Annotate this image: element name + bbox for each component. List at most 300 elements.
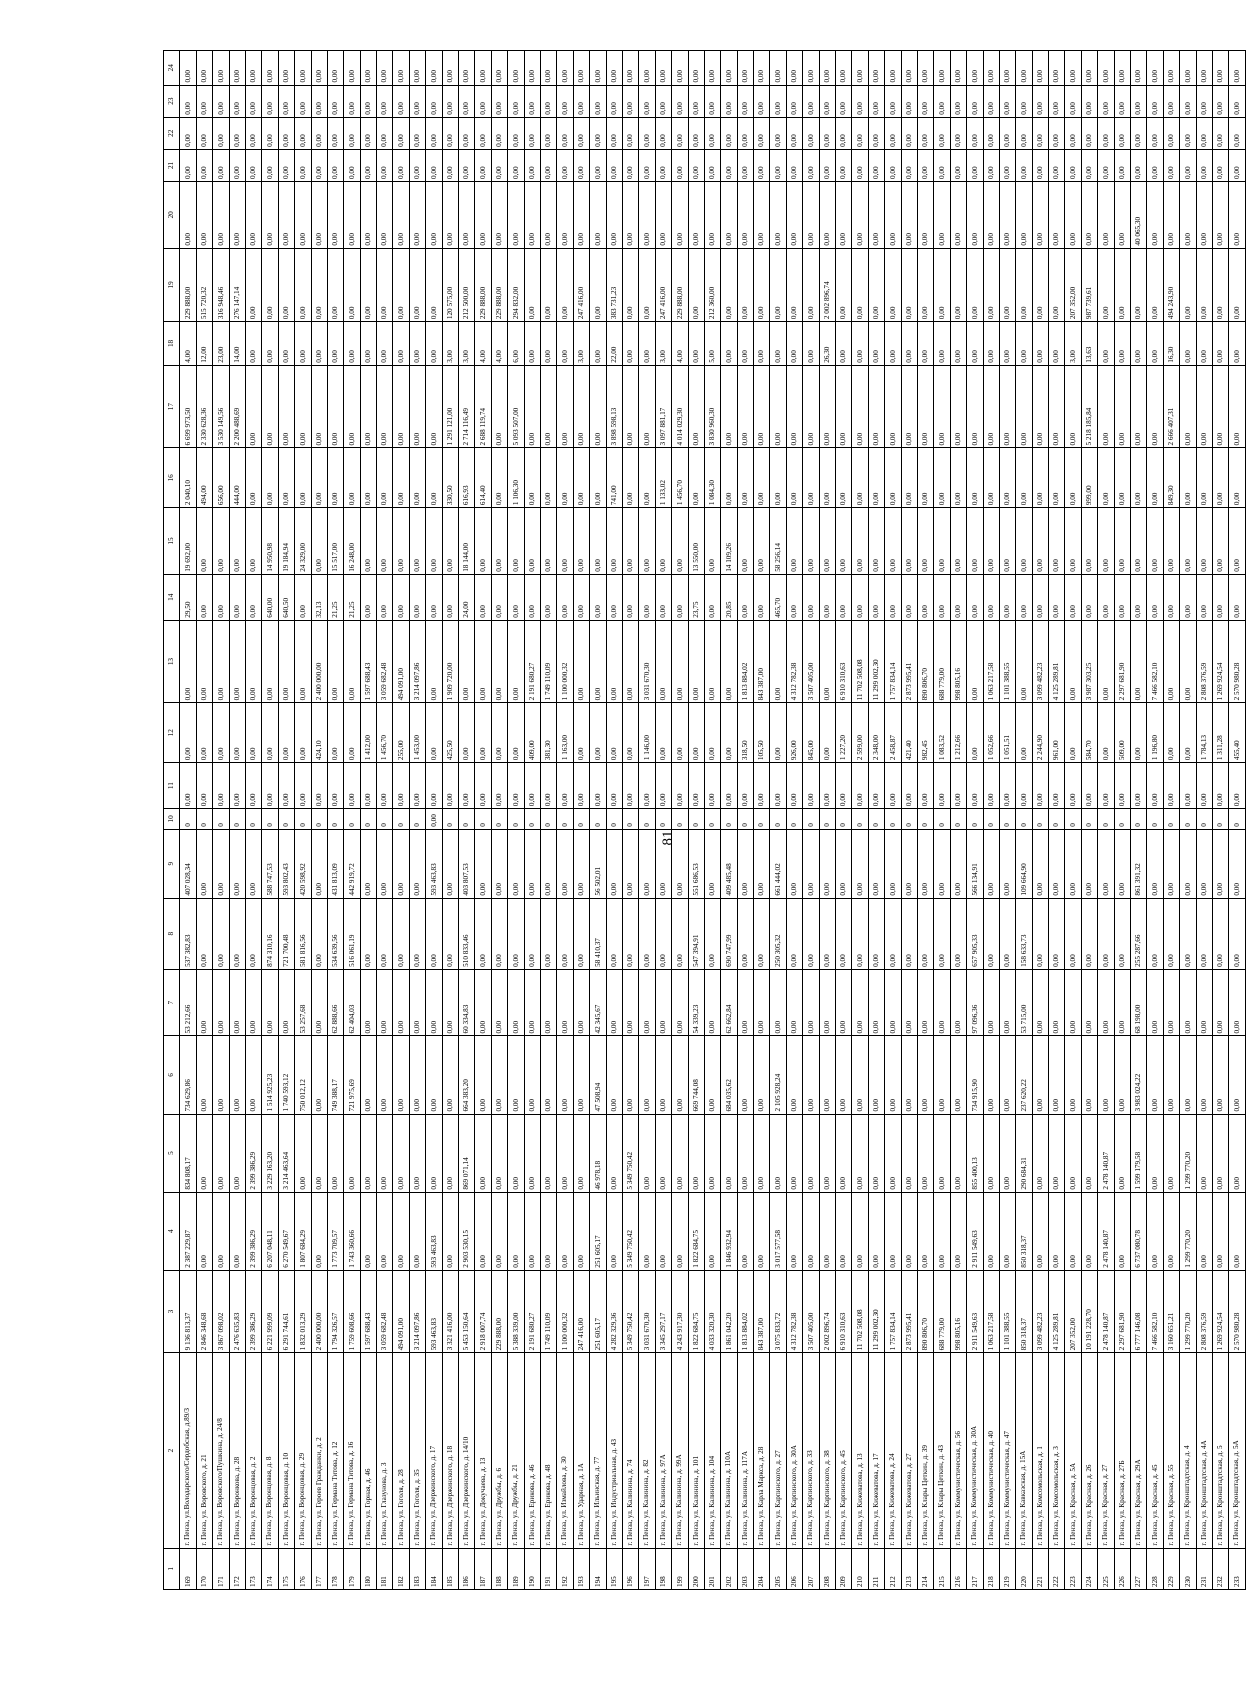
value-cell: 0,00 [262,117,278,149]
value-cell: 0,00 [868,365,884,448]
value-cell: 0,00 [409,85,425,117]
value-cell: 0,00 [1229,763,1245,809]
value-cell: 0,00 [1065,1192,1081,1270]
value-cell: 0,00 [508,149,524,181]
table-row [590,51,606,1590]
value-cell: 6 699 973,50 [180,365,196,448]
value-cell: 0,00 [786,182,802,249]
value-cell: 0 [508,809,524,830]
value-cell: 2 191 680,27 [524,620,540,703]
value-cell: 0,00 [1213,248,1229,322]
value-cell: 0,00 [573,117,589,149]
value-cell: 0,00 [1032,829,1048,898]
value-cell: 1 794 326,57 [327,1270,343,1353]
value-cell: 0,00 [655,51,671,86]
value-cell: 0,00 [983,51,999,86]
value-cell: 0,00 [786,1036,802,1114]
value-cell: 0,00 [852,85,868,117]
value-cell: 0,00 [754,182,770,249]
value-cell: 0,00 [491,365,507,448]
value-cell: 0,00 [917,85,933,117]
value-cell: 516 061,19 [344,898,360,969]
table-row [721,51,737,1590]
value-cell: 3 214 097,86 [409,1270,425,1353]
value-cell: 0,00 [1180,149,1196,181]
column-header: 17 [164,365,180,448]
value-cell: 0,00 [262,149,278,181]
value-cell: 0,00 [360,248,376,322]
value-cell: 0,00 [1081,1036,1097,1114]
table-row [606,51,622,1590]
value-cell: 0,00 [1229,1036,1245,1114]
value-cell: 0,00 [622,51,638,86]
address-cell: г. Пенза, ул. Индустриальная, д. 43 [606,1353,622,1548]
value-cell: 515 720,32 [196,248,212,322]
value-cell: 0,00 [754,365,770,448]
value-cell: 0,00 [245,508,261,575]
column-header: 6 [164,1036,180,1114]
address-cell: г. Пенза, ул. Калинина, д. 74 [622,1353,638,1548]
value-cell: 0 [278,809,294,830]
value-cell: 0,00 [639,1114,655,1192]
value-cell: 0,00 [229,182,245,249]
value-cell: 0,00 [754,574,770,620]
value-cell: 0,00 [655,829,671,898]
value-cell: 0,00 [327,365,343,448]
value-cell: 0,00 [606,829,622,898]
value-cell: 0,00 [1180,365,1196,448]
value-cell: 2 714 116,49 [459,365,475,448]
value-cell: 0,00 [885,322,901,366]
value-cell: 0,00 [1098,117,1114,149]
value-cell: 0,00 [344,703,360,763]
value-cell: 0,00 [262,365,278,448]
value-cell: 158 633,73 [1016,898,1032,969]
value-cell: 0,00 [1163,85,1179,117]
value-cell: 0,00 [721,1114,737,1192]
value-cell: 845,00 [803,703,819,763]
value-cell: 0,00 [901,763,917,809]
value-cell: 0,00 [442,117,458,149]
value-cell: 0,00 [868,149,884,181]
value-cell: 0,00 [344,620,360,703]
address-cell: г. Пенза, ул. Дзержинского, д. 14/10 [459,1353,475,1548]
value-cell: 0,00 [278,448,294,508]
value-cell: 0,00 [754,448,770,508]
value-cell: 0,00 [983,969,999,1036]
value-cell: 0,00 [655,85,671,117]
value-cell: 0,00 [377,898,393,969]
value-cell: 0,00 [1065,1114,1081,1192]
value-cell: 0,00 [229,620,245,703]
value-cell: 0 [540,809,556,830]
value-cell: 0,00 [524,1114,540,1192]
value-cell: 0,00 [295,365,311,448]
value-cell: 0,00 [754,1114,770,1192]
table-row [1180,51,1196,1590]
value-cell: 0,00 [573,182,589,249]
value-cell: 0,00 [1098,898,1114,969]
value-cell: 0,00 [229,1036,245,1114]
value-cell: 0 [606,809,622,830]
value-cell: 0,00 [1016,248,1032,322]
address-cell: г. Пенза, ул. Коммунистическая, д. 47 [999,1353,1015,1548]
value-cell: 0,00 [1213,829,1229,898]
value-cell: 0,00 [557,149,573,181]
table-row [885,51,901,1590]
value-cell: 0,00 [836,1192,852,1270]
value-cell: 0,00 [245,763,261,809]
value-cell: 0,00 [360,365,376,448]
value-cell: 0,00 [213,703,229,763]
value-cell: 16,30 [1163,322,1179,366]
value-cell: 10 191 228,70 [1081,1270,1097,1353]
table-row [639,51,655,1590]
value-cell: 0,00 [917,1192,933,1270]
value-cell: 0,00 [1196,1036,1212,1114]
value-cell: 16 248,00 [344,508,360,575]
row-number-cell: 197 [639,1548,655,1589]
value-cell: 0,00 [950,763,966,809]
value-cell: 5 349 750,42 [622,1270,638,1353]
value-cell: 0,00 [1147,182,1163,249]
value-cell: 0,00 [1098,703,1114,763]
value-cell: 0,00 [442,51,458,86]
value-cell: 0,00 [360,574,376,620]
value-cell: 11 702 508,08 [852,620,868,703]
value-cell: 494 091,00 [393,1270,409,1353]
value-cell: 0,00 [1213,322,1229,366]
value-cell: 4 312 782,38 [786,620,802,703]
value-cell: 0,00 [1180,248,1196,322]
address-cell: г. Пенза, ул. Дружбы, д. 21 [508,1353,524,1548]
value-cell: 0,00 [295,620,311,703]
value-cell: 0,00 [819,763,835,809]
value-cell: 0,00 [1196,85,1212,117]
value-cell: 0,00 [1081,1192,1097,1270]
value-cell: 0,00 [1147,1192,1163,1270]
value-cell: 0,00 [1032,898,1048,969]
value-cell: 0,00 [1065,149,1081,181]
value-cell: 0,00 [967,322,983,366]
value-cell: 0,00 [786,1114,802,1192]
value-cell: 1 106,30 [508,448,524,508]
value-cell: 0,00 [1065,365,1081,448]
value-cell: 0,00 [508,703,524,763]
value-cell: 0,00 [639,149,655,181]
address-cell: г. Пенза, ул. Красная, д. 27Б [1114,1353,1130,1548]
value-cell: 0,00 [786,51,802,86]
value-cell: 0,00 [622,182,638,249]
value-cell: 0,00 [786,574,802,620]
row-number-cell: 214 [917,1548,933,1589]
value-cell: 1 740 593,12 [278,1036,294,1114]
value-cell: 0,00 [360,117,376,149]
value-cell: 0,00 [754,829,770,898]
value-cell: 3 830 960,30 [704,365,720,448]
row-number-cell: 169 [180,1548,196,1589]
value-cell: 0,00 [557,763,573,809]
address-cell: г. Пенза, ул. Коммунистическая, д. 56 [950,1353,966,1548]
value-cell: 982,45 [917,703,933,763]
value-cell: 0,00 [1114,182,1130,249]
value-cell: 207 352,00 [1065,248,1081,322]
value-cell: 0,00 [426,85,442,117]
value-cell: 7 466 582,10 [1147,1270,1163,1353]
value-cell: 0,00 [409,508,425,575]
value-cell: 0,00 [311,508,327,575]
value-cell: 3 229 163,20 [262,1114,278,1192]
table-row [360,51,376,1590]
value-cell: 0,00 [278,322,294,366]
row-number-cell: 176 [295,1548,311,1589]
value-cell: 0,00 [639,508,655,575]
value-cell: 0,00 [344,1114,360,1192]
table-row [409,51,425,1590]
row-number-cell: 211 [868,1548,884,1589]
value-cell: 0,00 [1180,703,1196,763]
value-cell: 0 [999,809,1015,830]
value-cell: 0,00 [1147,149,1163,181]
value-cell: 0,00 [360,969,376,1036]
value-cell: 0 [803,809,819,830]
value-cell: 0,00 [1032,51,1048,86]
value-cell: 0,00 [295,149,311,181]
value-cell: 657 905,33 [967,898,983,969]
value-cell: 0,00 [819,508,835,575]
value-cell: 1 299 770,20 [1180,1192,1196,1270]
value-cell: 0,00 [737,448,753,508]
row-number-cell: 218 [983,1548,999,1589]
value-cell: 0,00 [229,117,245,149]
value-cell: 0,00 [737,182,753,249]
value-cell: 0,00 [917,365,933,448]
value-cell: 0,00 [1147,969,1163,1036]
row-number-cell: 184 [426,1548,442,1589]
value-cell: 998 805,16 [950,1270,966,1353]
value-cell: 0,00 [508,182,524,249]
table-row [836,51,852,1590]
value-cell: 0,00 [999,182,1015,249]
value-cell: 0,00 [590,51,606,86]
value-cell: 13,63 [1081,322,1097,366]
value-cell: 0,00 [508,1192,524,1270]
value-cell: 0,00 [688,182,704,249]
value-cell: 2 040,10 [180,448,196,508]
value-cell: 0,00 [442,898,458,969]
value-cell: 0 [1098,809,1114,830]
value-cell: 1 084,30 [704,448,720,508]
row-number-cell: 183 [409,1548,425,1589]
value-cell: 510 833,46 [459,898,475,969]
value-cell: 1 100 000,32 [557,620,573,703]
value-cell: 0,00 [196,51,212,86]
value-cell: 843 387,00 [754,620,770,703]
value-cell: 0,00 [409,51,425,86]
value-cell: 0,00 [836,574,852,620]
value-cell: 2 570 980,28 [1229,620,1245,703]
value-cell: 0,00 [1065,620,1081,703]
value-cell: 0,00 [327,703,343,763]
value-cell: 0,00 [737,248,753,322]
value-cell: 494 091,00 [393,620,409,703]
value-cell: 0,00 [213,182,229,249]
address-cell: г. Пенза, ул. Дружбы, д. 6 [491,1353,507,1548]
value-cell: 0 [868,809,884,830]
value-cell: 0,00 [917,508,933,575]
row-number-cell: 210 [852,1548,868,1589]
value-cell: 0,00 [737,117,753,149]
row-number-cell: 170 [196,1548,212,1589]
value-cell: 1 773 709,57 [327,1192,343,1270]
address-cell: г. Пенза, ул. Горная, д. 46 [360,1353,376,1548]
table-row [1016,51,1032,1590]
value-cell: 0,00 [229,85,245,117]
row-number-cell: 216 [950,1548,966,1589]
value-cell: 0,00 [1229,969,1245,1036]
value-cell: 0,00 [475,1192,491,1270]
value-cell: 0,00 [229,969,245,1036]
value-cell: 3 983 024,22 [1131,1036,1147,1114]
value-cell: 0,00 [590,508,606,575]
value-cell: 0,00 [803,969,819,1036]
value-cell: 0,00 [557,85,573,117]
value-cell: 0,00 [1032,1036,1048,1114]
value-cell: 0,00 [557,322,573,366]
value-cell: 0,00 [491,85,507,117]
value-cell: 0,00 [1131,574,1147,620]
column-header: 16 [164,448,180,508]
value-cell: 0,00 [377,85,393,117]
value-cell: 0,00 [393,829,409,898]
value-cell: 0,00 [1016,117,1032,149]
value-cell: 3 214 463,64 [278,1114,294,1192]
value-cell: 0,00 [393,85,409,117]
value-cell: 0,00 [786,117,802,149]
value-cell: 0,00 [999,574,1015,620]
value-cell: 0,00 [868,1192,884,1270]
value-cell: 19 692,00 [180,508,196,575]
value-cell: 616,93 [459,448,475,508]
value-cell: 0,00 [311,51,327,86]
row-number-cell: 231 [1196,1548,1212,1589]
value-cell: 0,00 [836,969,852,1036]
value-cell: 6 910 310,63 [836,1270,852,1353]
row-number-cell: 174 [262,1548,278,1589]
value-cell: 1 597 688,43 [360,620,376,703]
value-cell: 0 [377,809,393,830]
value-cell: 0,00 [311,829,327,898]
value-cell: 0,00 [1065,182,1081,249]
value-cell: 0,00 [786,448,802,508]
value-cell: 0,00 [901,85,917,117]
value-cell: 0,00 [606,574,622,620]
address-cell: г. Пенза, ул. Кронштадтская, д. 5 [1213,1353,1229,1548]
value-cell: 0,00 [409,182,425,249]
value-cell: 1 196,80 [1147,703,1163,763]
value-cell: 0,00 [229,829,245,898]
value-cell: 0,00 [1180,85,1196,117]
value-cell: 0,00 [475,85,491,117]
value-cell: 0,00 [491,1036,507,1114]
value-cell: 0,00 [1098,829,1114,898]
value-cell: 0,00 [704,51,720,86]
value-cell: 0,00 [934,85,950,117]
value-cell: 0,00 [475,969,491,1036]
value-cell: 0,00 [1131,448,1147,508]
value-cell: 0,00 [1229,117,1245,149]
value-cell: 1 101 388,55 [999,620,1015,703]
table-row [540,51,556,1590]
value-cell: 0,00 [1196,763,1212,809]
address-cell: г. Пенза, ул. Глазунова, д. 3 [377,1353,393,1548]
value-cell: 3 075 833,72 [770,1270,786,1353]
value-cell: 1 299 770,20 [1180,1114,1196,1192]
value-cell: 1 101 388,55 [999,1270,1015,1353]
row-number-cell: 199 [672,1548,688,1589]
value-cell: 0,00 [245,51,261,86]
value-cell: 0,00 [770,763,786,809]
value-cell: 0,00 [983,898,999,969]
value-cell: 0,00 [934,898,950,969]
value-cell: 0,00 [262,322,278,366]
value-cell: 0,00 [245,365,261,448]
value-cell: 749 388,17 [327,1036,343,1114]
table-row [1147,51,1163,1590]
value-cell: 593 802,43 [278,829,294,898]
value-cell: 0,00 [1131,703,1147,763]
value-cell: 0,00 [524,117,540,149]
value-cell: 0 [1032,809,1048,830]
value-cell: 0,00 [622,448,638,508]
value-cell: 2 348,00 [868,703,884,763]
value-cell: 0,00 [1016,149,1032,181]
value-cell: 0,00 [262,620,278,703]
value-cell: 0,00 [819,85,835,117]
value-cell: 0,00 [245,969,261,1036]
row-number-cell: 203 [737,1548,753,1589]
value-cell: 0,00 [737,829,753,898]
value-cell: 0,00 [999,763,1015,809]
value-cell: 0,00 [1032,763,1048,809]
address-cell: г. Пенза, ул. Карпинского, д. 45 [836,1353,852,1548]
value-cell: 0,00 [868,182,884,249]
value-cell: 0,00 [622,574,638,620]
value-cell: 0,00 [1081,85,1097,117]
value-cell: 0,00 [196,898,212,969]
value-cell: 3 345 297,17 [655,1270,671,1353]
value-cell: 2 918 007,74 [475,1270,491,1353]
value-cell: 0,00 [901,365,917,448]
value-cell: 0,00 [901,182,917,249]
value-cell: 0,00 [1049,85,1065,117]
value-cell: 212 500,00 [459,248,475,322]
value-cell: 0,00 [836,182,852,249]
table-row [311,51,327,1590]
value-cell: 0,00 [540,763,556,809]
value-cell: 1 749 110,09 [540,1270,556,1353]
value-cell: 0,00 [950,85,966,117]
address-cell: г. Пенза, ул. Красная, д. 45 [1147,1353,1163,1548]
value-cell: 5 388 339,00 [508,1270,524,1353]
value-cell: 0,00 [754,763,770,809]
value-cell: 4,00 [672,322,688,366]
value-cell: 0,00 [344,182,360,249]
value-cell: 0,00 [819,117,835,149]
value-cell: 15 517,00 [327,508,343,575]
value-cell: 0,00 [426,1114,442,1192]
value-cell: 0,00 [737,149,753,181]
